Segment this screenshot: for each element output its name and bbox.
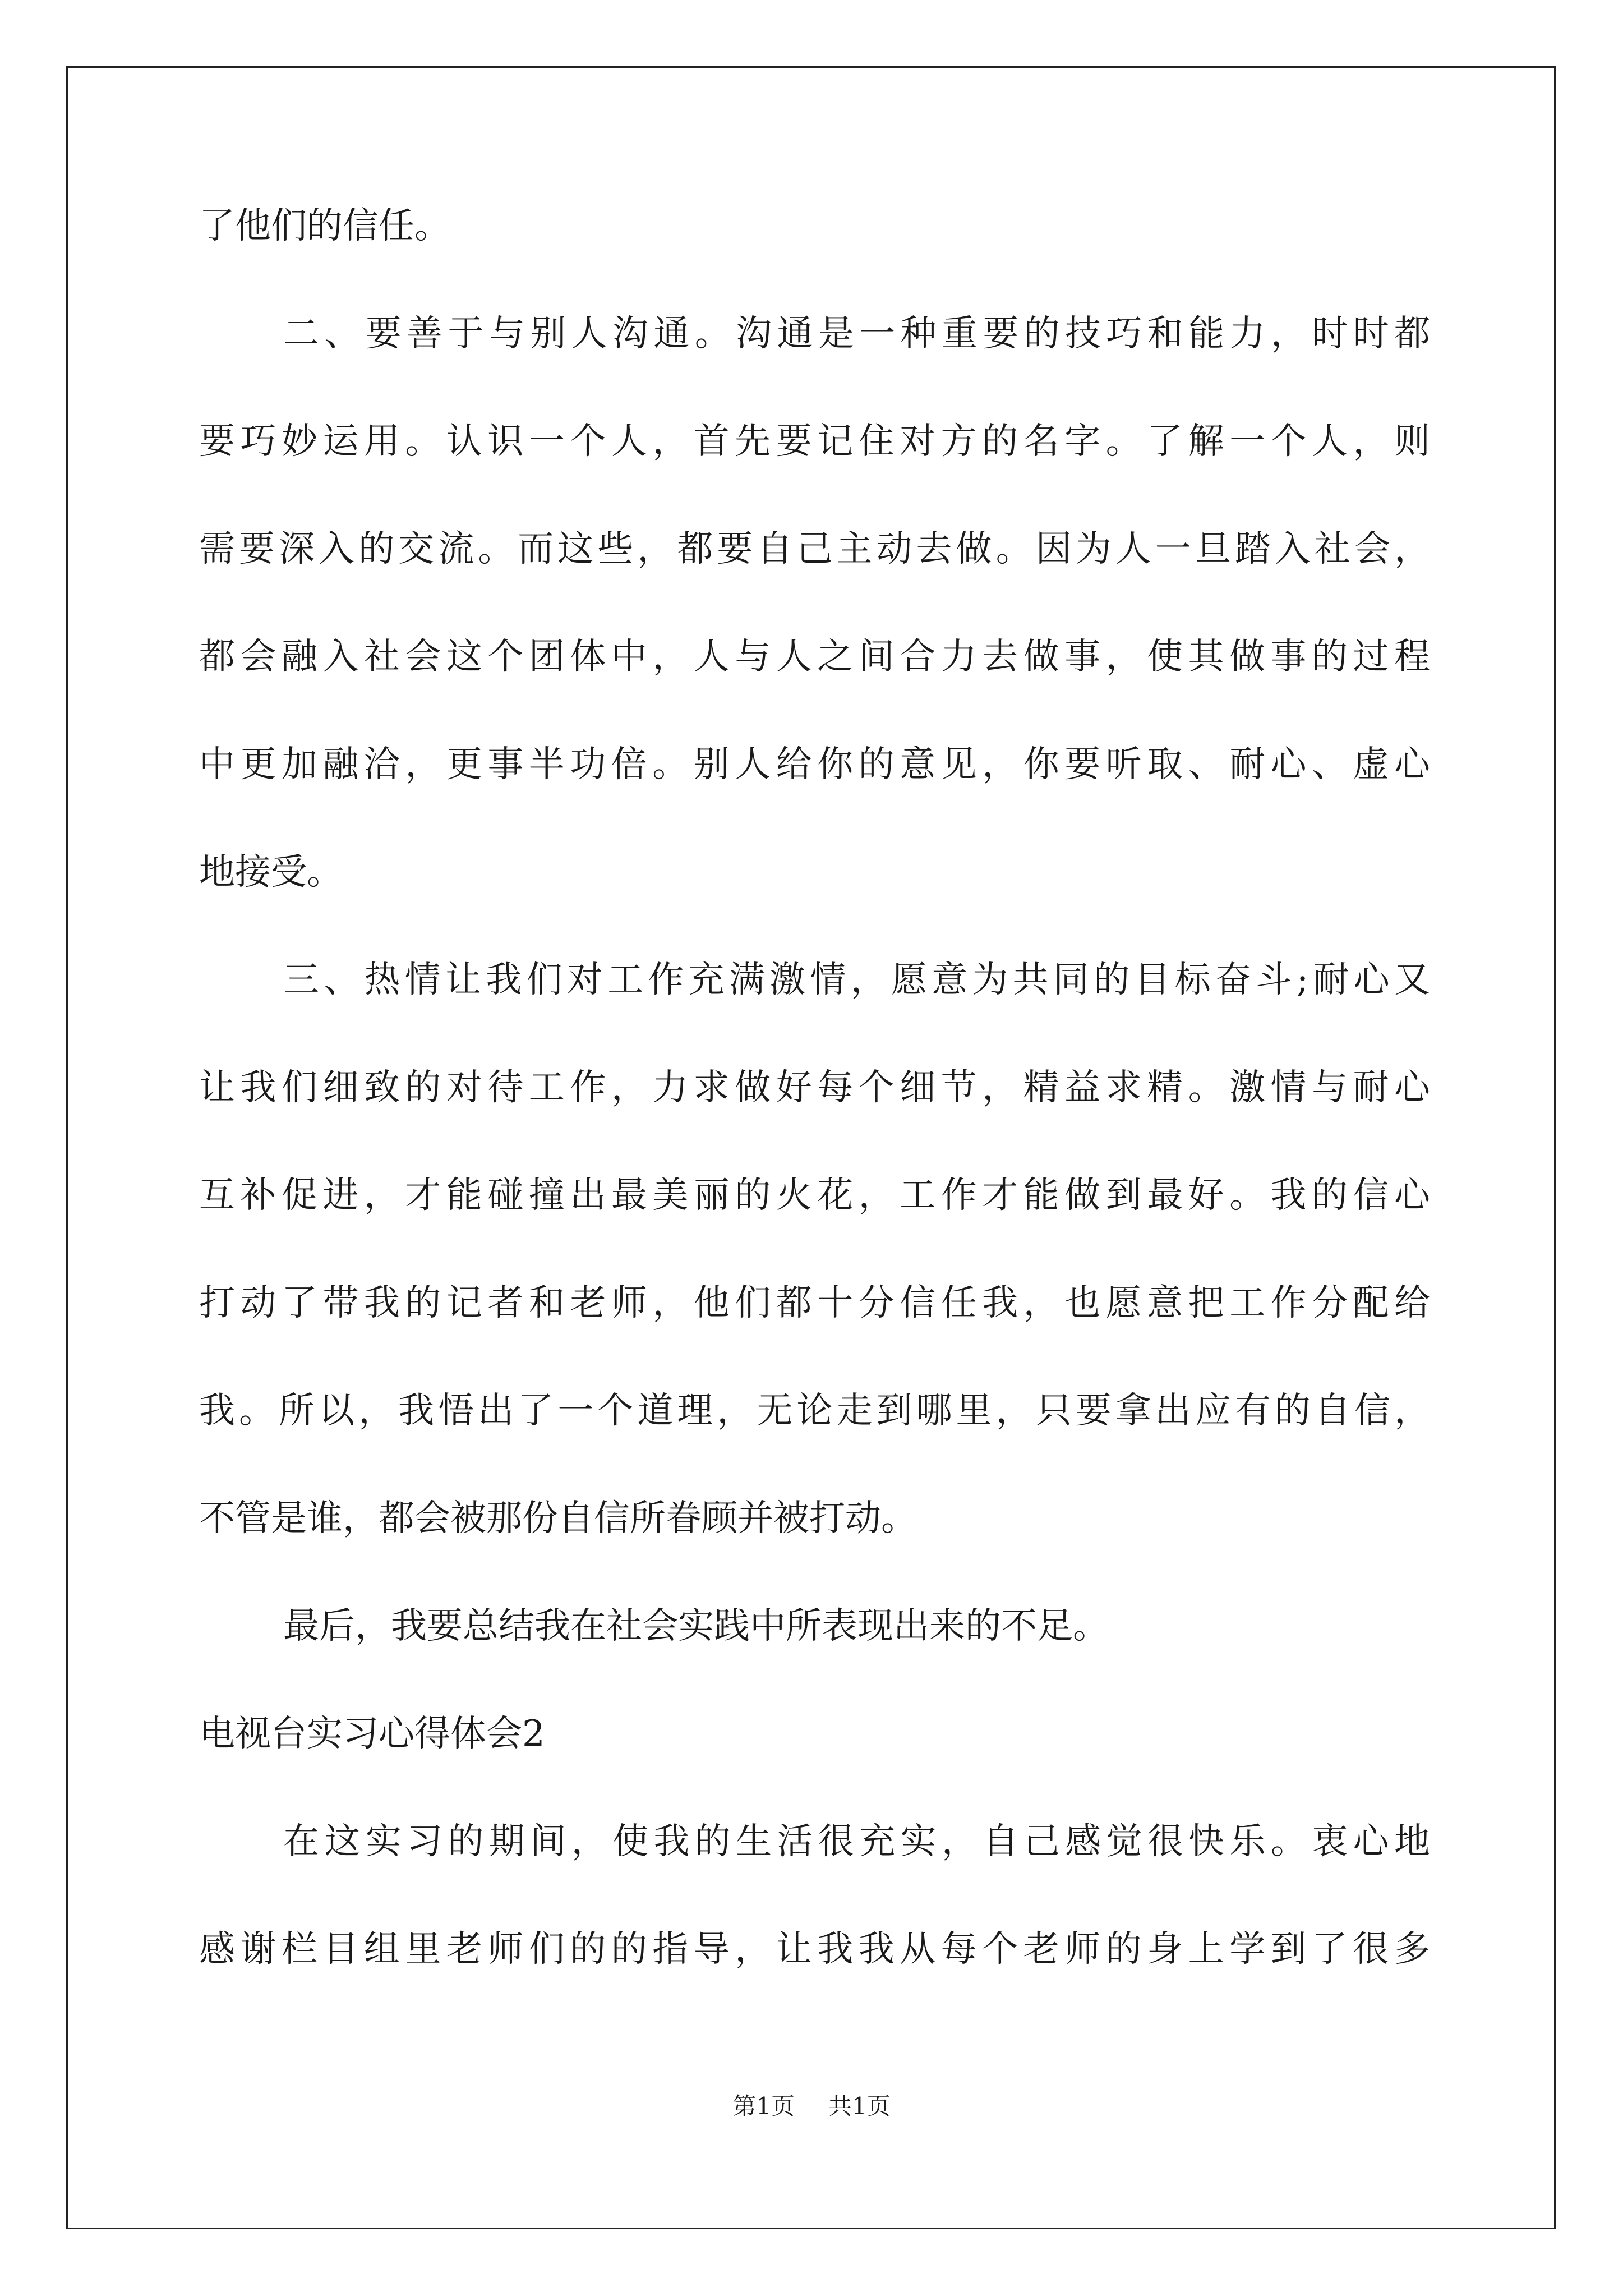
document-body bbox=[199, 199, 1430, 2030]
text-line: 了他们的信任。 bbox=[199, 205, 450, 247]
text-line: 二、要善于与别人沟通。沟通是一种重要的技巧和能力，时时都 bbox=[283, 313, 1430, 355]
text-line: 打动了带我的记者和老师，他们都十分信任我，也愿意把工作分配给 bbox=[199, 1282, 1430, 1324]
text-line: 我。所以，我悟出了一个道理，无论走到哪里，只要拿出应有的自信， bbox=[199, 1390, 1430, 1432]
text-line: 中更加融洽，更事半功倍。别人给你的意见，你要听取、耐心、虚心 bbox=[199, 744, 1430, 785]
text-line: 最后，我要总结我在社会实践中所表现出来的不足。 bbox=[283, 1605, 1109, 1647]
text-line: 需要深入的交流。而这些，都要自己主动去做。因为人一旦踏入社会， bbox=[199, 528, 1430, 570]
page-number-current: 第1页 bbox=[732, 2092, 795, 2120]
text-line: 三、热情让我们对工作充满激情，愿意为共同的目标奋斗;耐心又 bbox=[283, 959, 1430, 1001]
section-heading: 电视台实习心得体会2 bbox=[199, 1713, 545, 1755]
text-line: 不管是谁，都会被那份自信所眷顾并被打动。 bbox=[199, 1498, 917, 1539]
text-line: 都会融入社会这个团体中，人与人之间合力去做事，使其做事的过程 bbox=[199, 636, 1430, 678]
text-line: 要巧妙运用。认识一个人，首先要记住对方的名字。了解一个人，则 bbox=[199, 421, 1430, 462]
text-line: 感谢栏目组里老师们的的指导，让我我从每个老师的身上学到了很多 bbox=[199, 1929, 1430, 1970]
text-line: 地接受。 bbox=[199, 852, 343, 893]
page-footer bbox=[0, 2090, 1623, 2123]
text-line: 互补促进，才能碰撞出最美丽的火花，工作才能做到最好。我的信心 bbox=[199, 1175, 1430, 1216]
page-number-total: 共1页 bbox=[828, 2092, 891, 2120]
text-line: 让我们细致的对待工作，力求做好每个细节，精益求精。激情与耐心 bbox=[199, 1067, 1430, 1108]
text-line: 在这实习的期间，使我的生活很充实，自己感觉很快乐。衷心地 bbox=[283, 1821, 1430, 1862]
